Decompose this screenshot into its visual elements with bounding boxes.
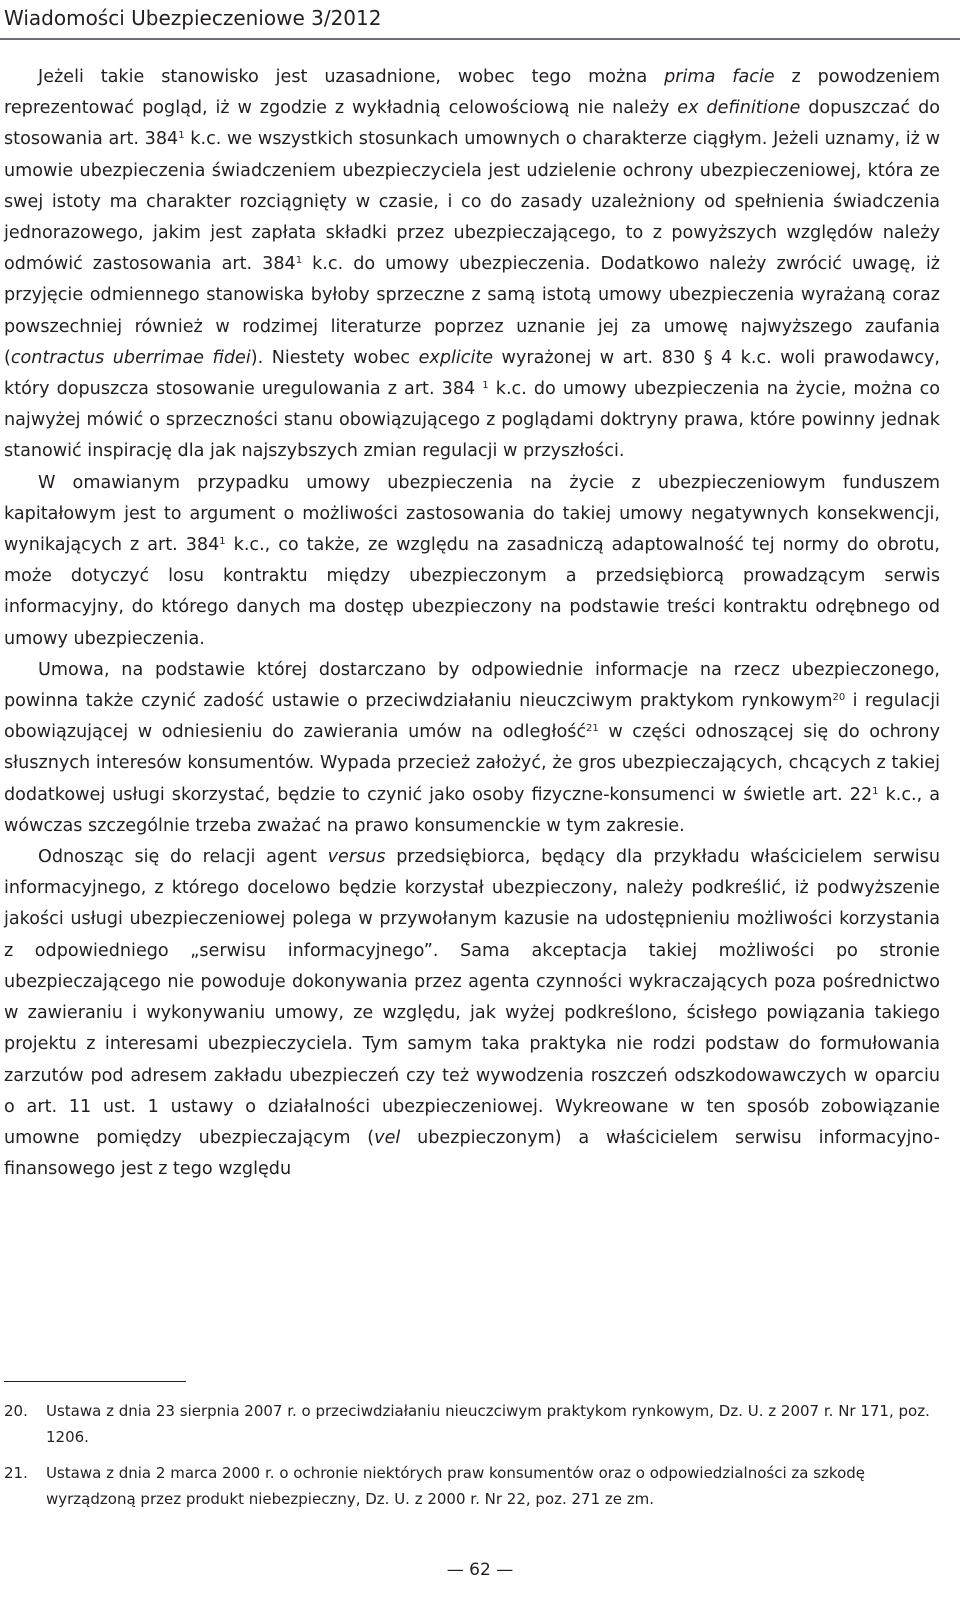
text-run: Odnosząc się do relacji agent <box>38 847 328 868</box>
text-run: k.c., a wówczas szczególnie trzeba zważać na prawo konsumenckie w tym zakresie. <box>4 784 940 836</box>
text-run: przedsiębiorca, będący dla przykładu właścicielem serwisu informacyjnego, z którego docelowo będzie korzystał ubezpieczony, należy podkreślić, iż podwyższenie jakości usługi ubezpieczeniowej polega w przywołanym kazusie na udostępnieniu możliwości korzystania z odpowiedniego „serwisu informacyjnego”. Sama akceptacja takiej możliwości po stronie ubezpieczającego nie powoduje dokonywania przez agenta czynności wykraczających poza pośrednictwo w zawieraniu i wykonywaniu umowy, ze względu, jak wyżej podkreślono, ścisłego powiązania takiego projektu z interesami ubezpieczyciela. Tym samym taka praktyka nie rodzi podstaw do formułowania zarzutów pod adresem zakładu ubezpieczeń czy też wywodzenia roszczeń odszkodowawczych w oparciu o art. 11 ust. 1 ustawy o działalności ubezpieczeniowej. Wykreowane w ten sposób zobowiązanie umowne pomiędzy ubezpieczającym ( <box>4 847 940 1148</box>
footnote-number: 20. <box>4 1402 28 1420</box>
journal-title: Wiadomości Ubezpieczeniowe 3/2012 <box>4 6 382 30</box>
article-body <box>4 62 940 1185</box>
text-run: Jeżeli takie stanowisko jest uzasadnione, wobec tego można <box>38 67 665 87</box>
superscript: 1 <box>295 255 303 267</box>
running-header <box>0 0 960 40</box>
text-run: dopuszczać do stosowania art. 384 <box>4 98 940 150</box>
superscript: 1 <box>219 536 226 548</box>
footnote-21 <box>4 1460 940 1512</box>
superscript: 1 <box>872 785 879 797</box>
text-run: i regulacji obowiązującej w odniesieniu do zawierania umów na odległość <box>4 691 940 743</box>
superscript: 1 <box>178 130 185 142</box>
text-run: Umowa, na podstawie której dostarczano by odpowiednie informacje na rzecz ubezpieczonego, powinna także czynić zadość ustawie o przeciwdziałaniu nieuczciwym praktykom rynkowym <box>4 659 940 712</box>
text-run: k.c. we wszystkich stosunkach umownych o charakterze ciągłym. Jeżeli uznamy, iż w umowie ubezpieczenia świadczeniem ubezpieczyciela jest udzielenie ochrony ubezpieczeniowej, która ze swej istoty ma charakter rozciągnięty w czasie, i co do zasady uzależniony od spełnienia świadczenia jednorazowego, jakim jest zapłata składki przez ubezpieczającego, to z powyższych względów należy odmówić zastosowania art. 384 <box>4 129 940 275</box>
superscript: 20 <box>832 692 846 704</box>
footnotes <box>4 1398 940 1522</box>
footnote-text: Ustawa z dnia 23 sierpnia 2007 r. o przeciwdziałaniu nieuczciwym praktykom rynkowym, Dz. U. z 2007 r. Nr 171, poz. 1206. <box>46 1402 930 1446</box>
footnote-number: 21. <box>4 1464 28 1482</box>
text-run: ubezpieczonym) a właścicielem serwisu informacyjno-finansowego jest z tego względu <box>4 1127 940 1180</box>
superscript: 21 <box>586 723 599 735</box>
footnote-text: Ustawa z dnia 2 marca 2000 r. o ochronie niektórych praw konsumentów oraz o odpowiedzialności za szkodę wyrządzoną przez produkt niebezpieczny, Dz. U. z 2000 r. Nr 22, poz. 271 ze zm. <box>46 1464 866 1508</box>
footnote-20 <box>4 1398 940 1450</box>
italic-text: versus <box>327 847 386 868</box>
text-run: k.c. do umowy ubezpieczenia. Dodatkowo należy zwrócić uwagę, iż przyjęcie odmiennego stanowiska byłoby sprzeczne z samą istotą umowy ubezpieczenia wyrażaną coraz powszechniej również w rodzimej literaturze poprzez uznanie jej za umowę najwyższego zaufania ( <box>4 254 940 368</box>
text-run: k.c., co także, ze względu na zasadniczą adaptowalność tej normy do obrotu, może dotyczyć losu kontraktu między ubezpieczonym a przedsiębiorcą prowadzącym serwis informacyjny, do którego danych ma dostęp ubezpieczony na podstawie treści kontraktu odrębnego od umowy ubezpieczenia. <box>4 535 940 649</box>
paragraph <box>4 655 940 842</box>
italic-text: vel <box>374 1127 401 1148</box>
text-run: z powodzeniem reprezentować pogląd, iż w zgodzie z wykładnią celowościową nie należy <box>4 67 940 119</box>
paragraph <box>4 842 940 1185</box>
header-divider <box>0 38 960 40</box>
text-run: k.c. do umowy ubezpieczenia na życie, można co najwyżej mówić o sprzeczności stanu obowiązującego z poglądami doktryny prawa, które powinny jednak stanowić inspirację dla jak najszybszych zmian regulacji w przyszłości. <box>4 379 941 462</box>
italic-text: contractus uberrimae fidei <box>10 347 251 368</box>
paragraph <box>4 468 940 655</box>
superscript: 1 <box>482 380 489 392</box>
text-run: w części odnoszącej się do ochrony słusznych interesów konsumentów. Wypada przecież założyć, że gros ubezpieczających, chcących z takiej dodatkowej usługi skorzystać, będzie to czynić jako osoby fizyczne-konsumenci w świetle art. 22 <box>4 722 940 805</box>
page-number: — 62 — <box>446 1560 514 1580</box>
italic-text: ex definitione <box>677 98 801 119</box>
text-run: W omawianym przypadku umowy ubezpieczenia na życie z ubezpieczeniowym funduszem kapitałowym jest to argument o możliwości zastosowania do takiej umowy negatywnych konsekwencji, wynikających z art. 384 <box>4 472 940 556</box>
paragraph <box>4 62 940 468</box>
italic-text: explicite <box>418 347 494 368</box>
text-run: ). Niestety wobec <box>250 347 419 368</box>
text-run: wyrażonej w art. 830 § 4 k.c. woli prawodawcy, który dopuszcza stosowanie uregulowania z art. 384 <box>4 347 940 400</box>
footnote-divider <box>4 1381 186 1382</box>
italic-text: prima facie <box>664 67 775 87</box>
